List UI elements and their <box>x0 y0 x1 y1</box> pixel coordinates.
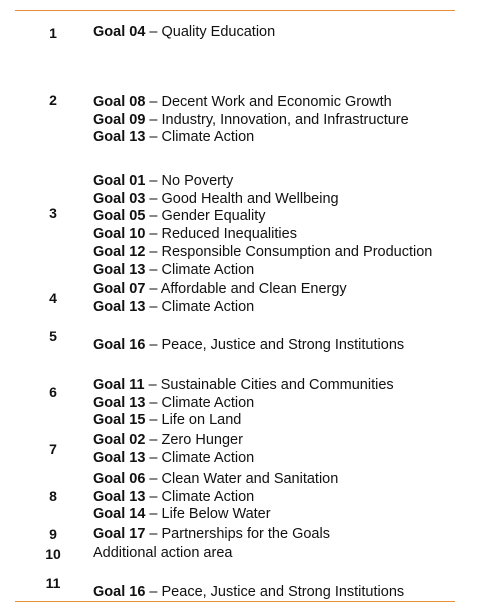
goal-title: Climate Action <box>161 298 255 315</box>
goal-title: Life Below Water <box>161 506 271 523</box>
goal-list <box>93 24 473 42</box>
goal-line <box>93 299 473 317</box>
goal-list <box>93 173 473 279</box>
goal-line <box>93 244 473 262</box>
goal-label: Goal 13 <box>93 394 146 411</box>
goal-separator: – <box>145 488 162 505</box>
goal-label: Goal 11 <box>93 377 145 393</box>
goal-title: Decent Work and Economic Growth <box>161 94 392 110</box>
goal-separator: – <box>145 281 161 297</box>
goal-line <box>93 506 473 524</box>
goal-title: Quality Education <box>161 24 276 40</box>
goal-list <box>93 584 473 602</box>
goal-list <box>93 545 473 563</box>
goal-separator: – <box>145 243 162 260</box>
goal-title: Climate Action <box>161 261 255 278</box>
goal-title: Affordable and Clean Energy <box>160 281 347 297</box>
goal-list <box>93 471 473 524</box>
goal-label: Goal 08 <box>93 94 146 110</box>
goal-line <box>93 432 473 450</box>
goal-title: Sustainable Cities and Communities <box>160 377 394 393</box>
goal-line <box>93 377 473 395</box>
goal-separator: – <box>145 432 162 448</box>
goal-label: Goal 15 <box>93 412 146 429</box>
goal-separator: – <box>145 449 162 466</box>
goal-line <box>93 450 473 468</box>
goal-title: Climate Action <box>161 488 255 505</box>
bottom-rule <box>15 601 455 602</box>
goal-label: Goal 14 <box>93 506 146 523</box>
goal-label: Goal 16 <box>93 584 146 600</box>
row-number: 11 <box>45 575 61 591</box>
goal-separator: – <box>145 226 162 243</box>
top-rule <box>15 10 455 11</box>
goal-line <box>93 489 473 507</box>
goal-separator: – <box>145 506 162 523</box>
goal-label: Goal 01 <box>93 173 146 189</box>
goal-label: Goal 09 <box>93 111 146 128</box>
goal-title: Climate Action <box>161 394 255 411</box>
goal-title: Climate Action <box>161 129 255 146</box>
goal-separator: – <box>145 129 162 146</box>
row-number: 4 <box>49 290 57 306</box>
goal-separator: – <box>145 190 162 207</box>
goal-title: Reduced Inequalities <box>161 226 297 243</box>
goal-label: Goal 07 <box>93 281 146 297</box>
goal-title: Peace, Justice and Strong Institutions <box>161 584 405 600</box>
goal-line <box>93 208 473 226</box>
goal-line <box>93 262 473 280</box>
goal-line <box>93 226 473 244</box>
goal-separator: – <box>145 412 162 429</box>
goal-label: Goal 10 <box>93 226 146 243</box>
goal-label: Goal 02 <box>93 432 146 448</box>
goal-label: Goal 17 <box>93 526 146 542</box>
goal-label: Goal 13 <box>93 298 146 315</box>
goal-label: Goal 04 <box>93 24 146 40</box>
goal-label: Goal 13 <box>93 449 146 466</box>
goal-list <box>93 377 473 430</box>
goal-title: Industry, Innovation, and Infrastructure <box>161 111 409 128</box>
goal-label: Goal 12 <box>93 243 146 260</box>
goal-title: Clean Water and Sanitation <box>161 471 339 487</box>
goal-title: Partnerships for the Goals <box>161 526 330 542</box>
goal-separator: – <box>145 471 162 487</box>
row-number: 2 <box>49 92 57 108</box>
goal-separator: – <box>144 377 161 393</box>
goal-line <box>93 281 473 299</box>
goal-title: Peace, Justice and Strong Institutions <box>161 337 405 353</box>
goal-list <box>93 526 473 544</box>
goal-line <box>93 191 473 209</box>
row-number: 7 <box>49 441 57 457</box>
row-number: 6 <box>49 384 57 400</box>
goal-title: Life on Land <box>161 412 242 429</box>
row-number: 8 <box>49 488 57 504</box>
goal-label: Goal 16 <box>93 337 146 353</box>
goal-separator: – <box>145 173 162 189</box>
goal-title: Climate Action <box>161 449 255 466</box>
row-number: 1 <box>49 25 57 41</box>
goal-separator: – <box>145 337 162 353</box>
goal-label: Goal 05 <box>93 208 146 225</box>
goal-label: Goal 13 <box>93 488 146 505</box>
goal-label: Goal 06 <box>93 471 146 487</box>
goal-list <box>93 337 473 355</box>
goal-separator: – <box>145 298 162 315</box>
goal-label: Goal 13 <box>93 129 146 146</box>
goal-line <box>93 112 473 130</box>
goal-separator: – <box>145 261 162 278</box>
goal-line <box>93 94 473 112</box>
goal-line <box>93 412 473 430</box>
goal-line <box>93 395 473 413</box>
goal-title: Good Health and Wellbeing <box>161 190 339 207</box>
goal-line <box>93 337 473 355</box>
row-number: 3 <box>49 205 57 221</box>
goal-label: Goal 03 <box>93 190 146 207</box>
row-number: 9 <box>49 526 57 542</box>
goal-line <box>93 471 473 489</box>
goal-separator: – <box>145 111 162 128</box>
row-number: 10 <box>45 546 61 562</box>
row-number: 5 <box>49 328 57 344</box>
goal-line <box>93 129 473 147</box>
goal-title: Gender Equality <box>161 208 266 225</box>
goal-line <box>93 24 473 42</box>
goal-label: Goal 13 <box>93 261 146 278</box>
goal-separator: – <box>145 94 162 110</box>
goal-separator: – <box>145 208 162 225</box>
goal-line <box>93 526 473 544</box>
action-area-text: Additional action area <box>93 545 233 561</box>
goal-separator: – <box>145 394 162 411</box>
goal-separator: – <box>145 526 162 542</box>
goal-list <box>93 281 473 316</box>
goal-line <box>93 173 473 191</box>
goal-title: No Poverty <box>161 173 234 189</box>
goal-list <box>93 94 473 147</box>
goal-list <box>93 432 473 467</box>
goal-separator: – <box>145 584 162 600</box>
goal-line <box>93 584 473 602</box>
goal-separator: – <box>145 24 162 40</box>
goal-title: Zero Hunger <box>161 432 243 448</box>
goal-title: Responsible Consumption and Production <box>161 243 433 260</box>
